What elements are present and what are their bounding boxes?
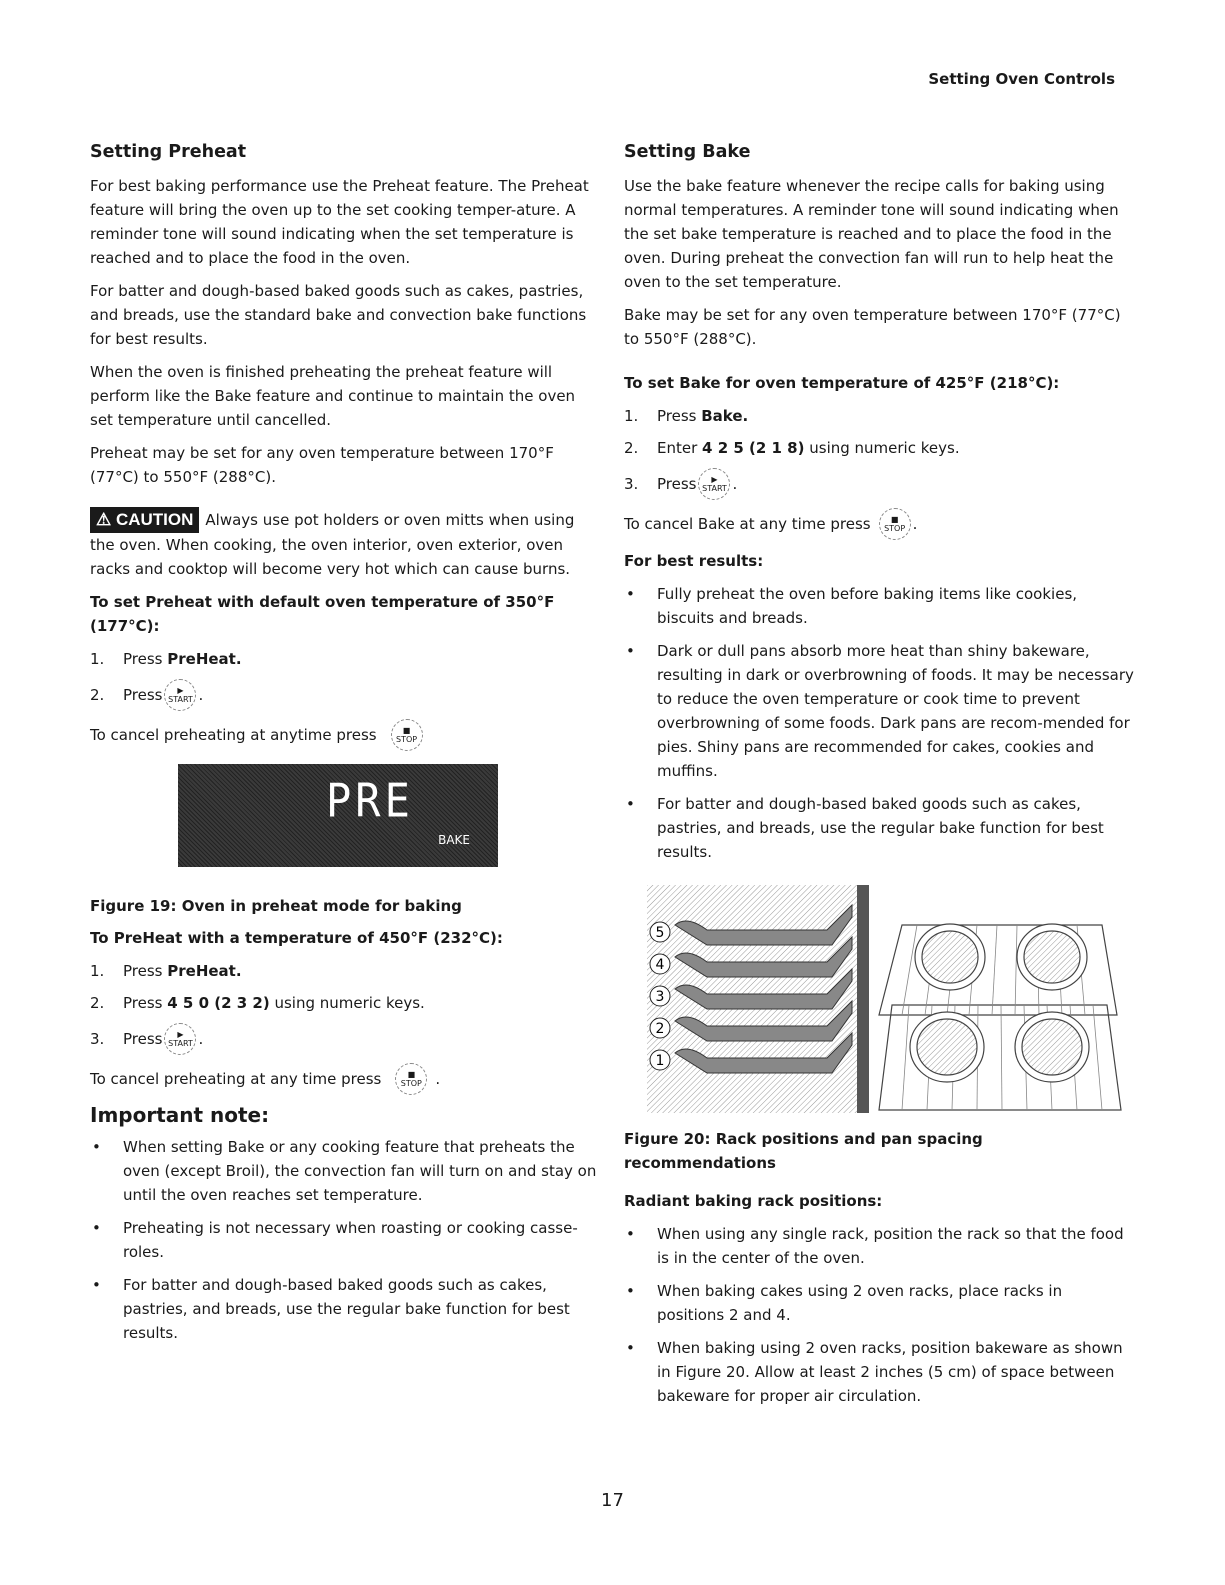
bake-cancel-line: To cancel Bake at any time press ■ STOP .	[624, 508, 1134, 540]
stop-button-icon: ■ STOP	[395, 1063, 427, 1095]
list-item: • Dark or dull pans absorb more heat than shiny bakeware, resulting in dark or overbrowning of foods. It may be necessary to reduce the oven temperature or cook time to prevent overbrowning of some foods. Dark pans are recom-mended for pies. Shiny pans are recommended for cakes, cookies and muffins.	[624, 639, 1134, 783]
list-item: • When baking cakes using 2 oven racks, place racks in positions 2 and 4.	[624, 1279, 1134, 1327]
preheat450-step-2: 2. Press 4 5 0 (2 3 2) using numeric keys.	[90, 994, 425, 1012]
stop-button-icon: ■ STOP	[879, 508, 911, 540]
bake-step-2: 2. Enter 4 2 5 (2 1 8) using numeric keys.	[624, 439, 960, 457]
page-number: 17	[601, 1490, 624, 1511]
rack-number-2: 2	[655, 1021, 665, 1037]
best-results-list	[624, 582, 1134, 864]
preheat-step-2: 2. Press ▶ START .	[90, 679, 600, 711]
caution-text: Always use pot holders or oven mitts when using the oven. When cooking, the oven interior, oven exterior, oven racks and cooktop will become very hot which can cause burns.	[90, 511, 575, 578]
figure-20-caption: Figure 20: Rack positions and pan spacing recommendations	[624, 1130, 983, 1172]
list-item: • For batter and dough-based baked goods such as cakes, pastries, and breads, use the regular bake function for best results.	[90, 1273, 600, 1345]
list-item: • For batter and dough-based baked goods such as cakes, pastries, and breads, use the regular bake function for best results.	[624, 792, 1134, 864]
running-header: Setting Oven Controls	[928, 70, 1115, 88]
bake-heading: Setting Bake	[624, 142, 751, 162]
bake-step-3: 3. Press ▶ START .	[624, 468, 1134, 500]
bake-step-1: 1. Press Bake.	[624, 407, 749, 425]
right-column	[624, 140, 1134, 873]
bake-para-2: Bake may be set for any oven temperature between 170°F (77°C) to 550°F (288°C).	[624, 306, 1121, 348]
caution-block	[90, 507, 600, 581]
bake-para-1: Use the bake feature whenever the recipe calls for baking using normal temperatures. A reminder tone will sound indicating when the set bake temperature is reached and to place the food in the oven. During preheat the convection fan will run to help heat the oven to the set temperature.	[624, 177, 1119, 291]
display-mode-label: BAKE	[438, 833, 470, 847]
rack-number-4: 4	[655, 957, 665, 973]
start-button-icon: ▶ START	[164, 1023, 196, 1055]
preheat-cancel-line: To cancel preheating at anytime press ■ STOP	[90, 719, 600, 751]
left-column	[90, 140, 600, 759]
preheat-para-2: For batter and dough-based baked goods such as cakes, pastries, and breads, use the standard bake and convection bake functions for best results.	[90, 282, 587, 348]
preheat450-step-3: 3. Press ▶ START .	[90, 1023, 600, 1055]
default-preheat-subheading: To set Preheat with default oven temperature of 350°F (177°C):	[90, 593, 555, 635]
left-column-lower	[90, 894, 600, 1354]
important-note-heading: Important note:	[90, 1103, 270, 1127]
rack-positions-figure	[647, 885, 1122, 1113]
bake-425-subheading: To set Bake for oven temperature of 425°F (218°C):	[624, 374, 1060, 392]
list-item: • When using any single rack, position the rack so that the food is in the center of the oven.	[624, 1222, 1134, 1270]
radiant-rack-list	[624, 1222, 1134, 1408]
preheat-heading: Setting Preheat	[90, 142, 247, 162]
rack-number-1: 1	[655, 1053, 665, 1069]
list-item: • When setting Bake or any cooking feature that preheats the oven (except Broil), the convection fan will turn on and stay on until the oven reaches set temperature.	[90, 1135, 600, 1207]
preheat-para-3: When the oven is finished preheating the preheat feature will perform like the Bake feature and continue to maintain the oven set temperature until cancelled.	[90, 363, 576, 429]
rack-number-5: 5	[655, 925, 665, 941]
rack-with-pans-drawing	[879, 924, 1121, 1110]
preheat-key-label: PreHeat.	[167, 650, 242, 668]
display-readout: PRE	[326, 773, 414, 828]
preheat450-step-1: 1. Press PreHeat.	[90, 962, 242, 980]
start-button-icon: ▶ START	[164, 679, 196, 711]
right-column-lower	[624, 1127, 1134, 1417]
preheat-para-4: Preheat may be set for any oven temperature between 170°F (77°C) to 550°F (288°C).	[90, 444, 554, 486]
caution-label: ⚠ CAUTION	[90, 507, 199, 533]
list-item: • When baking using 2 oven racks, position bakeware as shown in Figure 20. Allow at least 2 inches (5 cm) of space between bakeware for proper air circulation.	[624, 1336, 1134, 1408]
list-item: • Preheating is not necessary when roasting or cooking casse-roles.	[90, 1216, 600, 1264]
radiant-rack-heading: Radiant baking rack positions:	[624, 1192, 883, 1210]
list-item: • Fully preheat the oven before baking items like cookies, biscuits and breads.	[624, 582, 1134, 630]
preheat-step-1: 1. Press PreHeat.	[90, 650, 242, 668]
preheat450-cancel-line: To cancel preheating at any time press ■ STOP .	[90, 1063, 600, 1095]
oven-display-figure	[178, 764, 498, 867]
start-button-icon: ▶ START	[698, 468, 730, 500]
rack-number-3: 3	[655, 989, 665, 1005]
stop-button-icon: ■ STOP	[391, 719, 423, 751]
preheat-para-1: For best baking performance use the Preheat feature. The Preheat feature will bring the oven up to the set cooking temper-ature. A reminder tone will sound indicating when the set temperature is reached and to place the food in the oven.	[90, 177, 589, 267]
best-results-heading: For best results:	[624, 552, 764, 570]
important-note-list	[90, 1135, 600, 1345]
figure-19-caption: Figure 19: Oven in preheat mode for baking	[90, 897, 462, 915]
preheat-450-subheading: To PreHeat with a temperature of 450°F (232°C):	[90, 929, 503, 947]
